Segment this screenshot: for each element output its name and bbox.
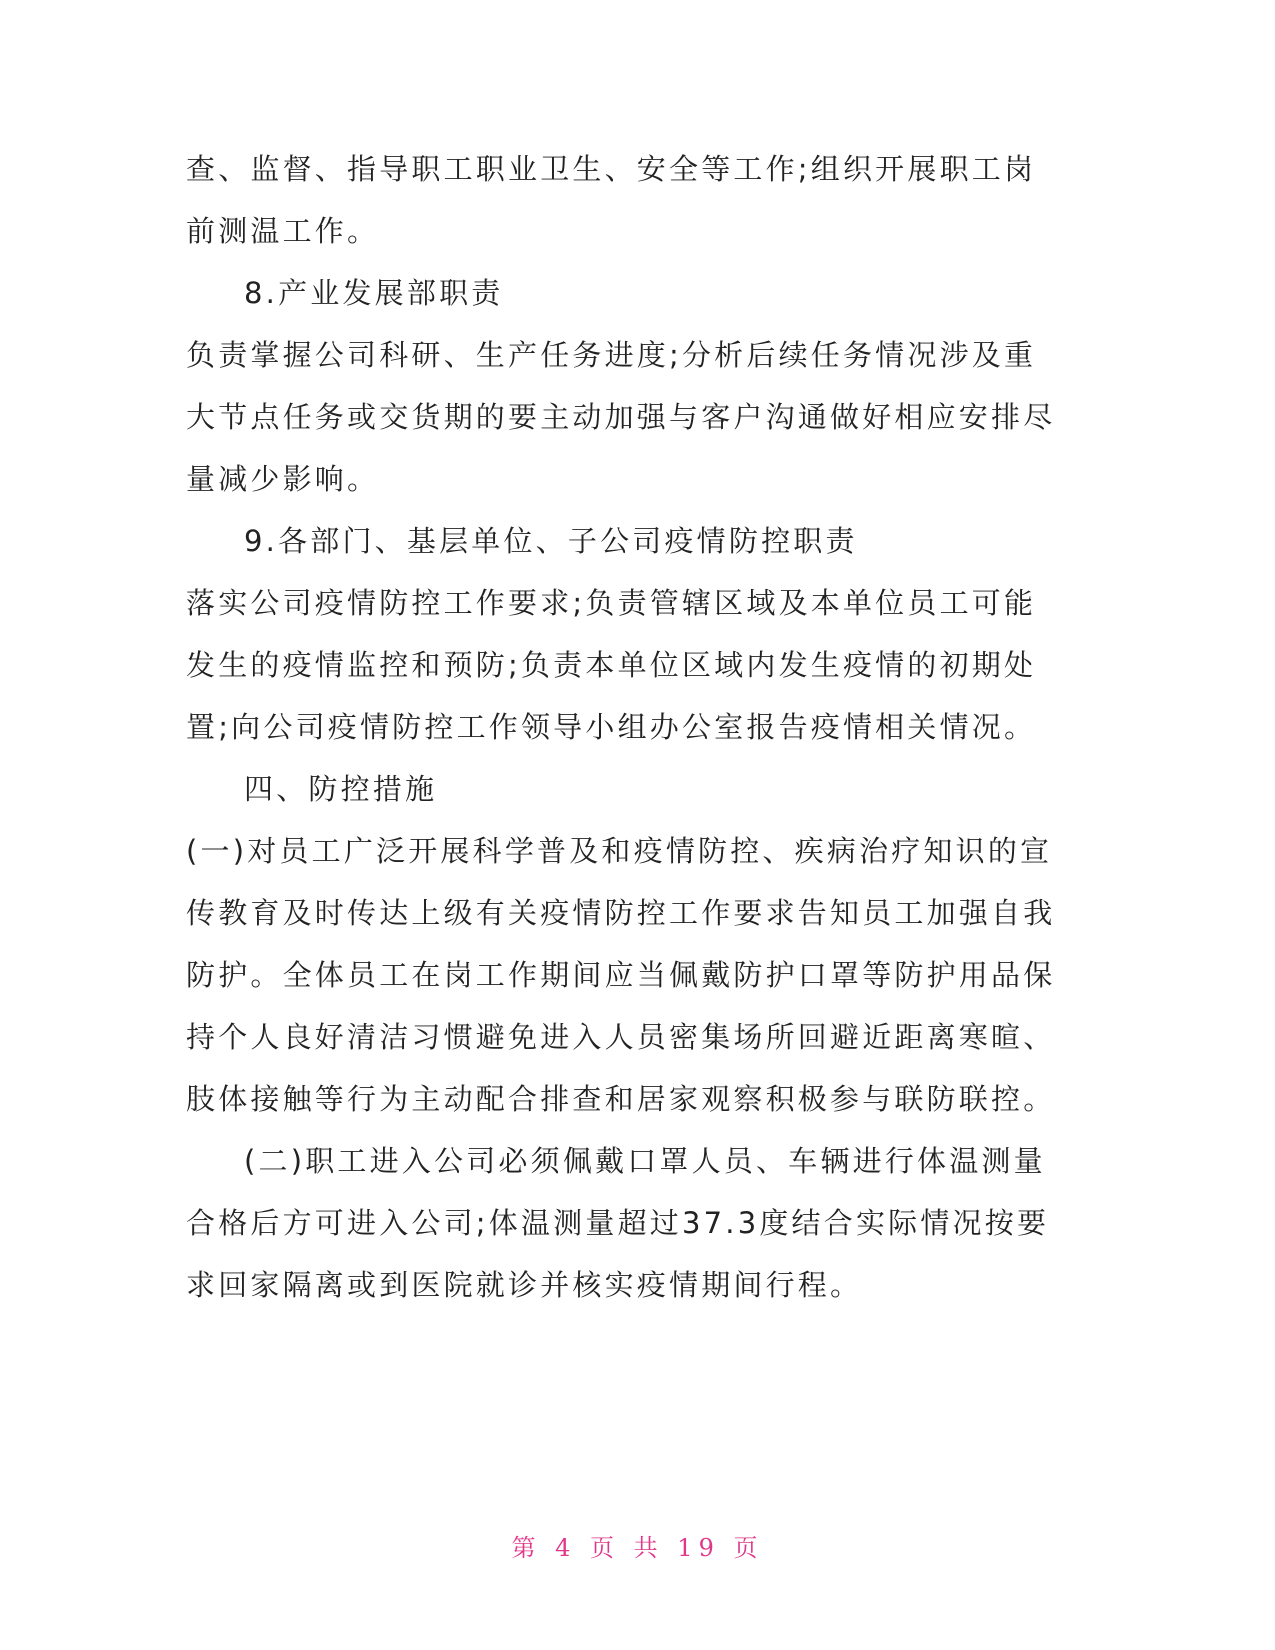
text-line: 负责掌握公司科研、生产任务进度;分析后续任务情况涉及重 [186, 338, 1037, 372]
section-heading: 四、防控措施 [244, 772, 438, 806]
text-line: 合格后方可进入公司;体温测量超过37.3度结合实际情况按要 [186, 1206, 1050, 1240]
text-line: 持个人良好清洁习惯避免进入人员密集场所回避近距离寒暄、 [186, 1020, 1056, 1054]
text-line: 量减少影响。 [186, 462, 380, 496]
paragraph-start: (二)职工进入公司必须佩戴口罩人员、车辆进行体温测量 [244, 1144, 1046, 1178]
text-line: 大节点任务或交货期的要主动加强与客户沟通做好相应安排尽 [186, 400, 1056, 434]
text-line: 落实公司疫情防控工作要求;负责管辖区域及本单位员工可能 [186, 586, 1037, 620]
document-body [186, 138, 1066, 1316]
text-line: 查、监督、指导职工职业卫生、安全等工作;组织开展职工岗 [186, 152, 1037, 186]
text-line: 前测温工作。 [186, 214, 380, 248]
section-heading: 9.各部门、基层单位、子公司疫情防控职责 [244, 524, 858, 558]
text-line: 置;向公司疫情防控工作领导小组办公室报告疫情相关情况。 [186, 710, 1037, 744]
text-line: 防护。全体员工在岗工作期间应当佩戴防护口罩等防护用品保 [186, 958, 1056, 992]
text-line: 发生的疫情监控和预防;负责本单位区域内发生疫情的初期处 [186, 648, 1037, 682]
text-line: 肢体接触等行为主动配合排查和居家观察积极参与联防联控。 [186, 1082, 1056, 1116]
text-line: 传教育及时传达上级有关疫情防控工作要求告知员工加强自我 [186, 896, 1056, 930]
text-line: 求回家隔离或到医院就诊并核实疫情期间行程。 [186, 1268, 863, 1302]
section-heading: 8.产业发展部职责 [244, 276, 504, 310]
text-line: (一)对员工广泛开展科学普及和疫情防控、疾病治疗知识的宣 [186, 834, 1053, 868]
page-number-footer: 第 4 页 共 19 页 [511, 1534, 764, 1562]
